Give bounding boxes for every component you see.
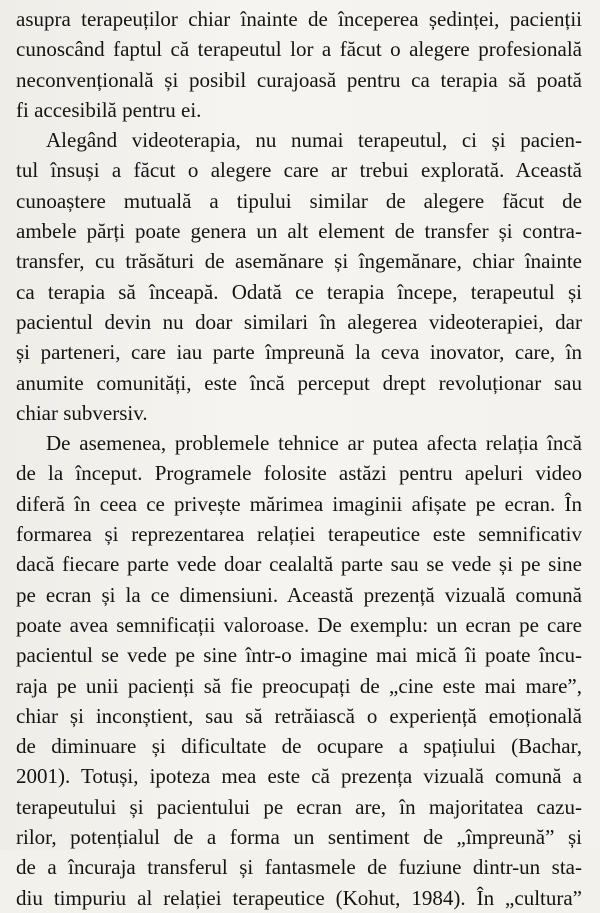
text-line: dacă fiecare parte vede doar cealaltă parte sau se vede și pe sine (16, 552, 582, 577)
text-line: cunoscând faptul că terapeutul lor a făcut o alegere profesională (16, 37, 582, 62)
text-line: de a încuraja transferul și fantasmele de fuziune dintr-un sta- (16, 855, 582, 880)
text-line: ambele părți poate genera un alt element de transfer și contra- (16, 219, 582, 244)
text-line: chiar și inconștient, sau să retrăiască o experiență emoțională (16, 703, 582, 728)
text-line: neconvențională și posibil curajoasă pentru ca terapia să poată (16, 67, 582, 92)
text-line: chiar subversiv. (16, 400, 148, 425)
text-line: poate avea semnificații valoroase. De exemplu: un ecran pe care (16, 612, 582, 637)
text-line: cunoaștere mutuală a tipului similar de alegere făcut de (16, 188, 582, 213)
text-line: diu timpuriu al relației terapeutice (Kohut, 1984). În „cultura” (16, 885, 582, 910)
text-line: de la început. Programele folosite astăzi pentru apeluri video (16, 461, 582, 486)
text-line: anumite comunități, este încă perceput drept revoluționar sau (16, 370, 582, 395)
text-line: pe ecran și la ce dimensiuni. Această prezență vizuală comună (16, 582, 582, 607)
text-line: tul însuși a făcut o alegere care ar trebui explorată. Această (16, 158, 582, 183)
text-line: și parteneri, care iau parte împreună la ceva inovator, care, în (16, 340, 582, 365)
text-line: 2001). Totuși, ipoteza mea este că prezența vizuală comună a (16, 764, 582, 789)
text-line: De asemenea, problemele tehnice ar putea afecta relația încă (46, 431, 582, 456)
text-line: rilor, potențialul de a forma un sentiment de „împreună” și (16, 825, 582, 850)
text-line: formarea și reprezentarea relației terapeutice este semnificativ (16, 522, 582, 547)
body-text (16, 4, 582, 913)
text-line: pacientul se vede pe sine într-o imagine mai mică îi poate încu- (16, 643, 582, 668)
text-line: asupra terapeuților chiar înainte de începerea ședinței, pacienții (16, 7, 582, 31)
text-line: de diminuare și dificultate de ocupare a spațiului (Bachar, (16, 734, 582, 759)
text-line: transfer, cu trăsături de asemănare și îngemănare, chiar înainte (16, 249, 582, 274)
text-line: ca terapia să înceapă. Odată ce terapia începe, terapeutul și (16, 279, 582, 304)
text-line: Alegând videoterapia, nu numai terapeutul, ci și pacien- (46, 128, 582, 153)
text-line: terapeutului și pacientului pe ecran are, în majoritatea cazu- (16, 794, 582, 819)
text-line: fi accesibilă pentru ei. (16, 97, 202, 122)
text-line: pacientul devin nu doar similari în alegerea videoterapiei, dar (16, 309, 582, 334)
text-line: raja pe unii pacienți să fie preocupați de „cine este mai mare”, (16, 673, 582, 698)
text-line: diferă în ceea ce privește mărimea imaginii afișate pe ecran. În (16, 491, 582, 516)
